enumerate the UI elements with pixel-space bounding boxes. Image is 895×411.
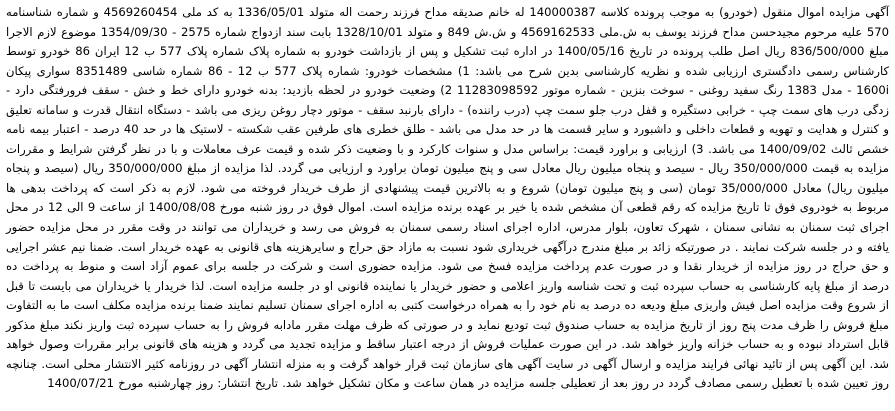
notice-body: آگهی مزایده اموال منقول (خودرو) به موجب پرونده کلاسه 140000387 له خانم صدیقه مداح فرزند رحمت اله متولد 1336/05/01 به کد ملی 4569260454 و شماره شناسنامه 570 علیه مرحوم مجیدحسن مداح فرزند یوسف به ش.ملی 4569162533 و ش.ش 849 و متولد 1328/10/01 بابت سند ازدواج شماره 2575 - 1354/09/30 موضوع لازم الاجرا مبلغ 836/500/000 ریال اصل طلب پرونده در تاریخ 1400/05/16 در اداره ثبت تشکیل و پس از بازداشت خودرو به شماره پلاک شماره پلاک 577 ب 12 ایران 86 خودرو توسط کارشناس رسمی دادگستری ارزیابی شده و نظریه کارشناسی بدین شرح می باشد: 1) مشخصات خودرو: شماره پلاک 577 ب 12 - 86 شماره شاسی 8351489 سواری پیکان 1600i - مدل 1383 رنگ سفید روغنی - سوخت بنزین - شماره موتور 11283098592 2) وضعیت خودرو در لحظه بازدید: بدنه خودرو دارای خط و خش - سقف فرورفتگی دارد - زدگی درب های سمت چپ - خرابی دستگیره و قفل درب جلو سمت چپ (درب راننده) - دارای بارنبد سقف - موتور دچار روغن ریزی می باشد - دستگاه انتقال قدرت و سامانه تعلیق و کنترل و هدایت و تهویه و قطعات داخلی و داشبورد و سایر قسمت ها در حد مدل می باشد - طلق خطری های طرفین عقب شکسته - لاستیک ها در حد 40 درصد - اعتبار بیمه نامه خشص ثالث 1400/09/02 می باشد. 3) ارزیابی و براورد قیمت: براساس مدل و سنوات کارکرد و با وضعیت ذکر شده و قیمت عرف معاملات و با در نظر گرفتن شرایط و مقررات مزایده به قیمت 350/000/000 ریال - سیصد و پنجاه میلیون ریال معادل سی و پنج میلیون تومان براورد و ارزیابی می گردد. لذا مزایده از مبلغ 350/000/000 ریال (سیصد و پنجاه میلیون ریال) معادل 35/000/000 تومان (سی و پنج میلیون تومان) شروع و به بالاترین قیمت پیشنهادی از طرف خریدار فروخته می شود. لازم به ذکر است که پرداخت بدهی ها مربوط به خودروی فوق تا تاریخ مزایده که رقم قطعی آن مشخص شده یا خیر بر عهده برنده مزایده است. اموال فوق در روز شنبه مورخ 1400/08/08 از ساعت 9 الی 12 در محل اجرای ثبت سمنان به نشانی سمنان ، شهرک تعاون، بلوار مدرس، اداره اجرای اسناد رسمی سمنان به فروش می رسد و خریداران می توانند در وقت مقرر در محل مزایده حضور یافته و در جلسه شرکت نمایند . در صورتیکه زائد بر مبلغ مندرج درآگهی خریداری شود نسبت به مازاد حق حراج و سایرهزینه های قانونی به عهده خریدار است. ضمنا نیم عشر اجرایی و حق حراج در روز مزایده از خریدار نقدا و در صورت عدم پرداخت مزایده فسخ می شود. مزایده حضوری است و شرکت در جلسه برای عموم آزاد است و منوط به پرداخت ده درصد از مبلغ پایه کارشناسی به حساب سپرده ثبت و تحت شناسه واریز اعلامی و حضور خریدار یا نماینده قانونی او در جلسه مزایده است. لذا خریدار یا خریداران می بایست تا قبل از شروع وقت مزایده اصل فیش واریزی مبلغ ودیعه ده درصد به نام خود را به همراه درخواست کتبی به اداره اجرای سمنان تسلیم نمایند ضمنا برنده مزایده مکلف است ما به التفاوت مبلغ فروش را ظرف مدت پنج روز از تاریخ مزایده به حساب صندوق ثبت تودیع نماید و در صورتی که ظرف مهلت مقرر مادابه فروش را به حساب سپرده ثبت واریز نکند مبلغ مذکور قابل استرداد نبوده و به حساب خزانه واریز خواهد شد. در این صورت عملیات فروش از درجه اعتبار ساقط و مزایده تجدید می گردد و هزینه های قانونی برابر مقررات وصول خواهد شد. این آگهی پس از تائید نهائی فرایند مزایده و ارسال آگهی در سایت آگهی های سازمان ثبت قرار خواهد گرفت و به منزله انتشار آگهی در روزنامه کثیر الانتشار محلی است. چنانچه روز تعیین شده با تعطیل رسمی مصادف گردد در روز بعد از تعطیلی جلسه مزایده در همان ساعت و مکان تشکیل خواهد شد. تاریخ انتشار: روز چهارشنبه مورخ 1400/07/21: [6, 5, 890, 391]
